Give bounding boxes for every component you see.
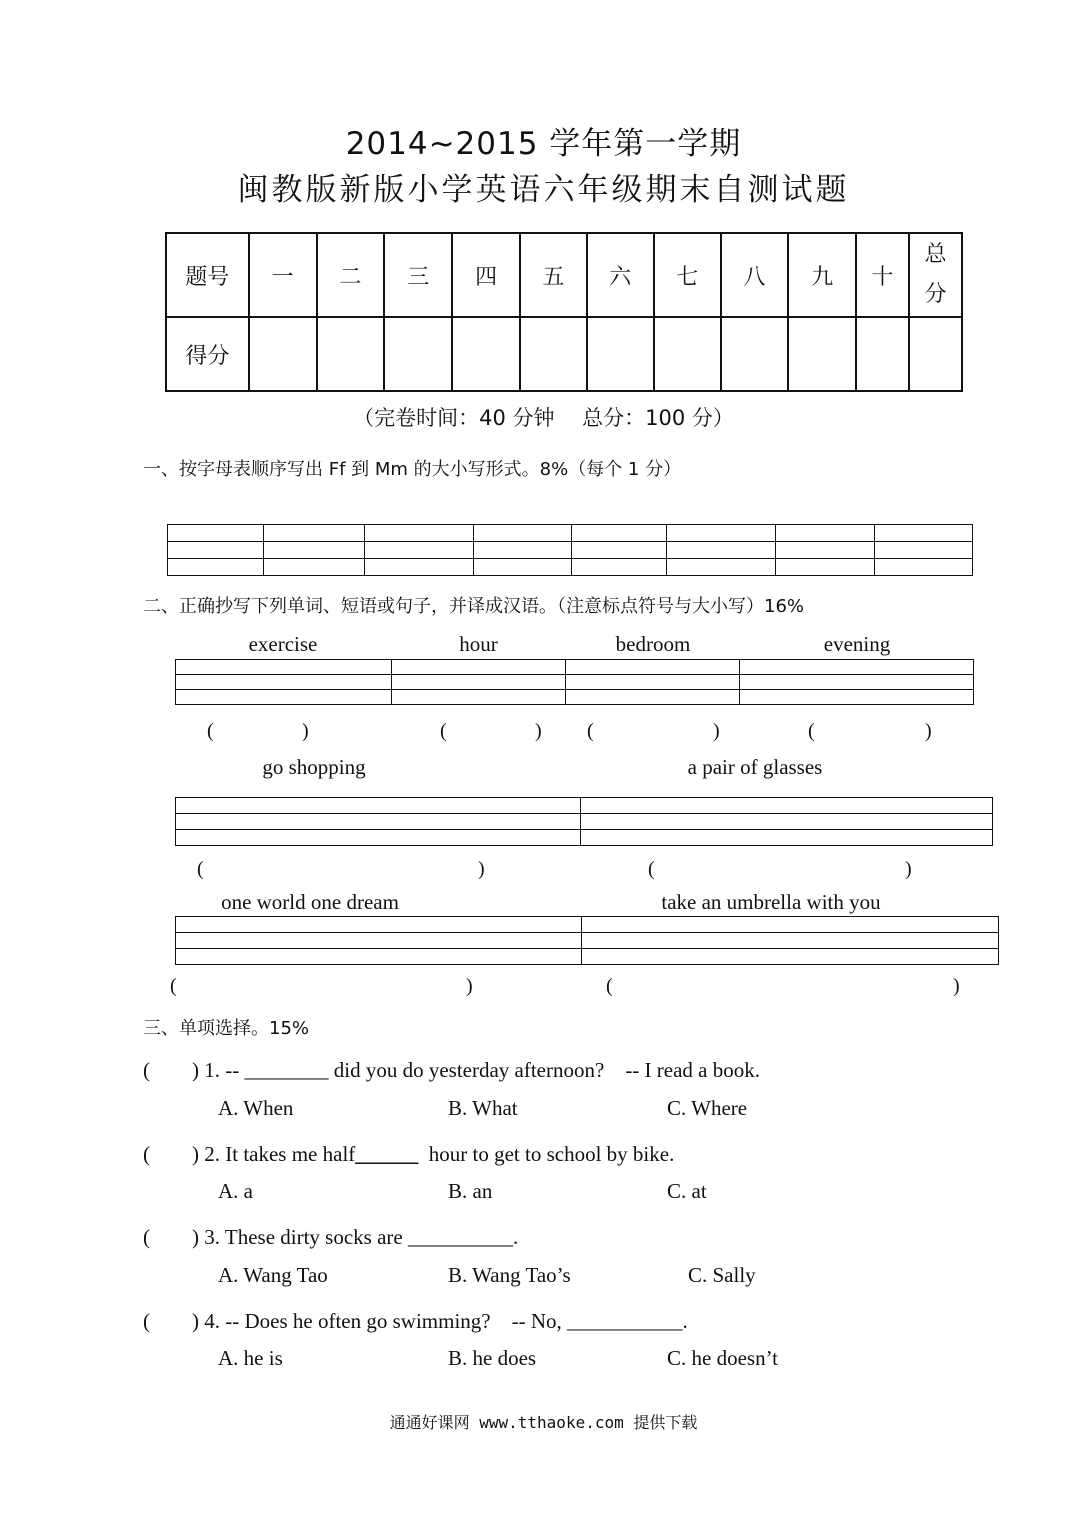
paren-open: (	[587, 720, 594, 742]
question-text-b: hour to get to school by bike.	[418, 1142, 675, 1166]
answer-bracket[interactable]: ( )	[143, 1142, 199, 1166]
paren-close: )	[535, 720, 542, 742]
q2-option-b: B. an	[448, 1179, 493, 1203]
question-text-a: 2. It takes me half	[204, 1142, 356, 1166]
score-cell[interactable]	[520, 317, 587, 391]
score-cell[interactable]	[384, 317, 452, 391]
question-1	[143, 1054, 760, 1084]
paren-open: (	[648, 858, 655, 880]
score-col-4: 四	[452, 233, 520, 317]
title-line-1: 2014~2015 学年第一学期	[345, 126, 742, 162]
paren-open: (	[440, 720, 447, 742]
paren-close: )	[713, 720, 720, 742]
score-row-label-score: 得分	[166, 317, 249, 391]
q2-option-a: A. a	[218, 1179, 253, 1203]
score-cell[interactable]	[317, 317, 385, 391]
score-cell-total[interactable]	[909, 317, 962, 391]
word-bedroom: bedroom	[615, 632, 691, 656]
question-text: 4. -- Does he often go swimming? -- No, ___________.	[204, 1309, 688, 1333]
copy-grid-row-3[interactable]	[175, 916, 999, 965]
paren-open: (	[170, 975, 177, 997]
paren-open: (	[207, 720, 214, 742]
alphabet-writing-grid[interactable]	[167, 524, 973, 576]
score-col-5: 五	[520, 233, 587, 317]
phrase-pair-of-glasses: a pair of glasses	[687, 755, 823, 779]
phrase-one-world-one-dream: one world one dream	[221, 890, 399, 914]
paren-close: )	[905, 858, 912, 880]
q1-option-b: B. What	[448, 1096, 518, 1120]
total-label-2: 分	[924, 282, 947, 307]
copy-grid-row-2[interactable]	[175, 797, 993, 846]
score-cell[interactable]	[788, 317, 856, 391]
section-2-heading: 二、正确抄写下列单词、短语或句子，并译成汉语。（注意标点符号与大小写）16%	[143, 596, 805, 617]
footer-source: 通通好课网 www.tthaoke.com 提供下载	[389, 1413, 698, 1432]
score-col-7: 七	[654, 233, 721, 317]
answer-bracket[interactable]: ( )	[143, 1225, 199, 1249]
score-col-6: 六	[587, 233, 654, 317]
paren-close: )	[466, 975, 473, 997]
score-col-total	[909, 233, 962, 317]
q4-option-c: C. he doesn’t	[667, 1346, 779, 1370]
title-line-2: 闽教版新版小学英语六年级期末自测试题	[237, 172, 850, 208]
word-exercise: exercise	[248, 632, 318, 656]
score-cell[interactable]	[587, 317, 654, 391]
paren-open: (	[808, 720, 815, 742]
score-table	[165, 232, 963, 392]
q3-option-a: A. Wang Tao	[218, 1263, 328, 1287]
answer-bracket[interactable]: ( )	[143, 1058, 199, 1082]
q4-option-a: A. he is	[218, 1346, 283, 1370]
phrase-take-an-umbrella: take an umbrella with you	[661, 890, 881, 914]
score-row-label-question: 题号	[166, 233, 249, 317]
paren-open: (	[197, 858, 204, 880]
paren-close: )	[302, 720, 309, 742]
score-cell[interactable]	[452, 317, 520, 391]
paren-close: )	[953, 975, 960, 997]
score-col-10: 十	[856, 233, 909, 317]
score-col-8: 八	[721, 233, 789, 317]
score-cell[interactable]	[249, 317, 317, 391]
question-4	[143, 1305, 688, 1335]
q1-option-c: C. Where	[667, 1096, 748, 1120]
total-label-1: 总	[924, 242, 947, 267]
q1-option-a: A. When	[218, 1096, 294, 1120]
score-cell[interactable]	[721, 317, 789, 391]
q3-option-b: B. Wang Tao’s	[448, 1263, 571, 1287]
word-evening: evening	[823, 632, 891, 656]
paren-open: (	[606, 975, 613, 997]
paren-close: )	[925, 720, 932, 742]
phrase-go-shopping: go shopping	[262, 755, 366, 779]
exam-info: （完卷时间：40 分钟 总分：100 分）	[353, 406, 734, 430]
score-col-3: 三	[384, 233, 452, 317]
score-col-2: 二	[317, 233, 385, 317]
score-col-9: 九	[788, 233, 856, 317]
question-3	[143, 1221, 518, 1251]
score-cell[interactable]	[654, 317, 721, 391]
word-hour: hour	[459, 632, 498, 656]
question-text: 3. These dirty socks are __________.	[204, 1225, 519, 1249]
paren-close: )	[478, 858, 485, 880]
score-col-1: 一	[249, 233, 317, 317]
copy-grid-row-1[interactable]	[175, 659, 974, 705]
q2-option-c: C. at	[667, 1179, 707, 1203]
q3-option-c: C. Sally	[688, 1263, 756, 1287]
q4-option-b: B. he does	[448, 1346, 537, 1370]
question-2	[143, 1138, 674, 1168]
section-3-heading: 三、单项选择。15%	[143, 1018, 310, 1039]
question-text: 1. -- ________ did you do yesterday afternoon? -- I read a book.	[204, 1058, 761, 1082]
answer-bracket[interactable]: ( )	[143, 1309, 199, 1333]
section-1-heading: 一、按字母表顺序写出 Ff 到 Mm 的大小写形式。8%（每个 1 分）	[143, 459, 682, 480]
score-cell[interactable]	[856, 317, 909, 391]
question-blank: ______	[355, 1142, 419, 1166]
